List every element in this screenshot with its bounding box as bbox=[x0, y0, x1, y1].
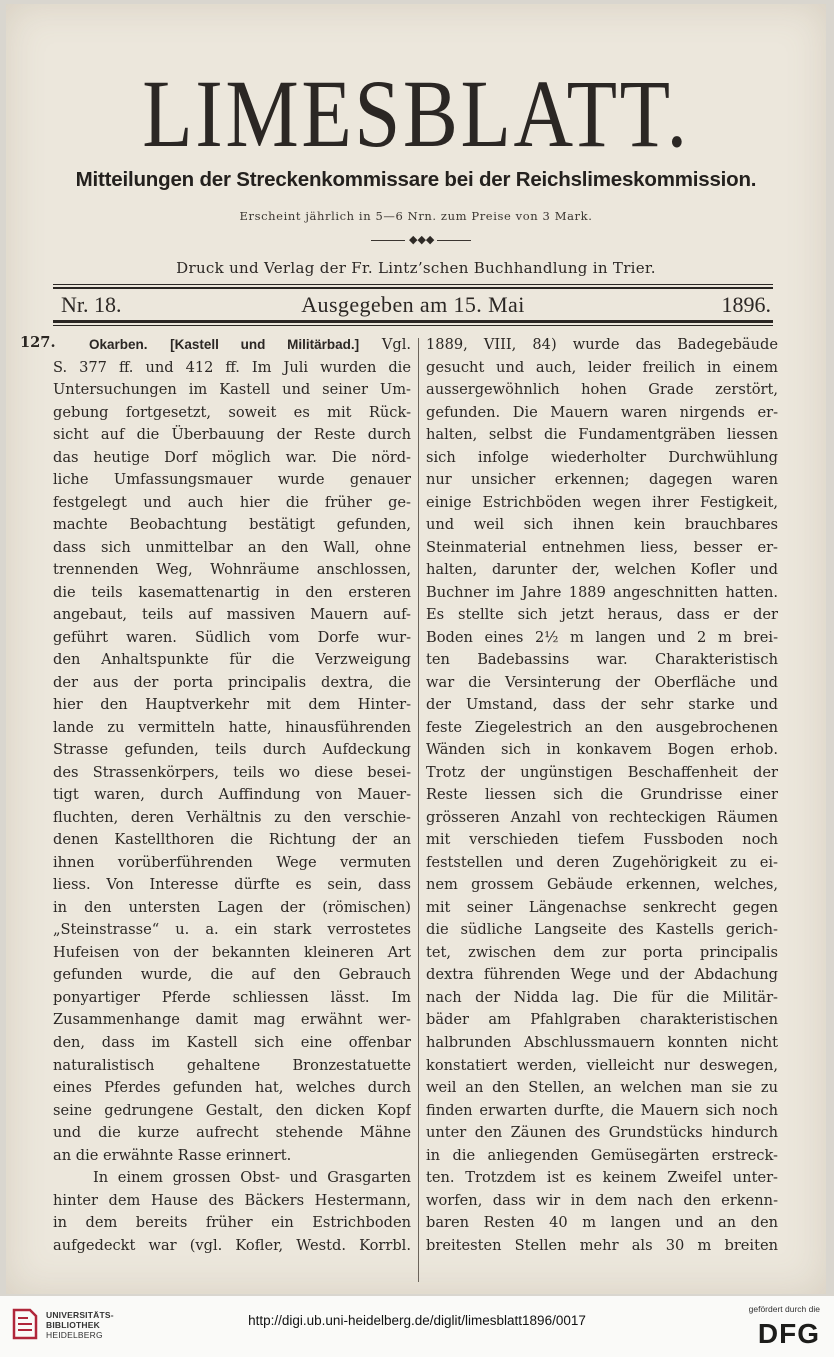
funded-by-note: gefördert durch die bbox=[748, 1304, 820, 1314]
text-line: 1889, VIII, 84) wurde das Badegebäude bbox=[426, 336, 778, 353]
text-line: seine gedrungene Gestalt, den dicken Kopf bbox=[53, 1101, 411, 1119]
text-line: gebung fortgesetzt, soweit es mit Rück- bbox=[53, 403, 411, 421]
text-line: der aus der porta principalis dextra, die bbox=[53, 673, 411, 691]
text-line: und die kurze aufrecht stehende Mähne bbox=[53, 1124, 411, 1142]
text-line: Reste liessen sich die Grundrisse einer bbox=[426, 786, 778, 804]
issue-year: 1896. bbox=[721, 292, 771, 317]
text-line: den Anhaltspunkte für die Verzweigung bbox=[53, 651, 411, 669]
right-column-text bbox=[426, 334, 778, 1257]
text-line: gefunden wurde, die auf den Gebrauch bbox=[53, 966, 411, 984]
text-line: aussergewöhnlich hohen Grade zerstört, bbox=[426, 381, 778, 399]
text-line: konstatiert werden, vielleicht nur deswegen, bbox=[426, 1056, 778, 1074]
text-line: tigt waren, durch Auffindung von Mauer- bbox=[53, 786, 411, 804]
text-line: Buchner im Jahre 1889 angeschnitten hatten. bbox=[426, 583, 778, 601]
text-line: Es stellte sich jetzt heraus, dass er der bbox=[426, 606, 778, 624]
text-line: grösseren Anzahl von rechteckigen Räumen bbox=[426, 808, 778, 826]
issue-date: Ausgegeben am 15. Mai bbox=[301, 292, 525, 317]
text-line: hier den Hauptverkehr mit dem Hinter- bbox=[53, 696, 411, 714]
text-line: halten, selbst die Fundamentgräben liessen bbox=[426, 426, 778, 444]
text-line: ten. Trotzdem ist es keinem Zweifel unter- bbox=[426, 1169, 778, 1187]
text-line: naturalistisch gehaltene Bronzestatuette bbox=[53, 1056, 411, 1074]
text-line: Steinmaterial entnehmen liess, besser er- bbox=[426, 538, 778, 556]
text-line: in den untersten Lagen der (römischen) bbox=[53, 898, 411, 916]
ornament-divider bbox=[371, 233, 471, 246]
ornament-line-right bbox=[437, 240, 471, 241]
text-line: weil an den Stellen, an welchen man sie zu bbox=[426, 1079, 778, 1097]
text-line: bäder am Pfahlgraben charakteristischen bbox=[426, 1011, 778, 1029]
text-line: nur unsicher erkennen; dagegen waren bbox=[426, 471, 778, 489]
text-line: finden erwarten durfte, die Mauern sich noch bbox=[426, 1101, 778, 1119]
header-rule-top-thin bbox=[53, 284, 773, 285]
source-url-link[interactable]: http://digi.ub.uni-heidelberg.de/diglit/limesblatt1896/0017 bbox=[248, 1313, 586, 1328]
text-line: an die erwähnte Rasse erinnert. bbox=[53, 1146, 292, 1164]
text-line: gefunden. Die Mauern waren nirgends er- bbox=[426, 403, 778, 421]
ornament-diamond-icon: ◆◆◆ bbox=[409, 233, 435, 246]
text-line: halbrunden Abschlussmauern konnten nicht bbox=[426, 1033, 778, 1051]
text-line: sich infolge wiederholter Durchwühlung bbox=[426, 448, 778, 466]
text-line: war die Versinterung der Oberfläche und bbox=[426, 673, 778, 691]
issue-line bbox=[53, 292, 773, 316]
text-line: angebaut, teils auf massiven Mauern auf- bbox=[53, 606, 411, 624]
text-line: „Steinstrasse“ u. a. ein stark verrostetes bbox=[53, 921, 411, 939]
text-line: des Strassenkörpers, teils wo diese besei- bbox=[53, 763, 411, 781]
text-line: sicht auf die Überbauung der Reste durch bbox=[53, 426, 411, 444]
text-line: unter den Zäunen des Grundstücks hindurch bbox=[426, 1124, 778, 1142]
text-line: worfen, dass wir in dem nach den erkenn- bbox=[426, 1191, 778, 1209]
article-subtitle: [Kastell und Militärbad.] bbox=[170, 337, 360, 352]
text-line: baren Resten 40 m langen und an den bbox=[426, 1214, 778, 1232]
text-line: die teils kasemattenartig in den ersteren bbox=[53, 583, 411, 601]
text-line: das heutige Dorf möglich war. Die nörd- bbox=[53, 448, 411, 466]
text-line: ten Badebassins war. Charakteristisch bbox=[426, 651, 778, 669]
text-line: aufgedeckt war (vgl. Kofler, Westd. Korrbl. bbox=[53, 1236, 411, 1254]
text-line: einige Estrichböden wegen ihrer Festigkeit, bbox=[426, 493, 778, 511]
library-line-2: BIBLIOTHEK bbox=[46, 1320, 100, 1330]
text-line: liess. Von Interesse dürfte es sein, dass bbox=[53, 876, 411, 894]
text-line: die südliche Langseite des Kastells gerich- bbox=[426, 921, 778, 939]
text-line: gesucht und auch, leider freilich in einem bbox=[426, 358, 778, 376]
header-rule-top-thick bbox=[53, 287, 773, 289]
left-column-text bbox=[53, 357, 411, 1258]
text-line: ponyartiger Pferde schliessen lässt. Im bbox=[53, 988, 411, 1006]
text-line: Zusammenhange damit mag erwähnt wer- bbox=[53, 1011, 411, 1029]
publication-frequency-note: Erscheint jährlich in 5—6 Nrn. zum Preise von 3 Mark. bbox=[239, 209, 593, 223]
text-line: festgelegt und auch hier die früher ge- bbox=[53, 493, 411, 511]
text-line: in die anliegenden Gemüsegärten erstreck- bbox=[426, 1146, 778, 1164]
dfg-logo: DFG bbox=[757, 1318, 820, 1349]
text-line: Wänden sich in konkavem Bogen erhob. bbox=[426, 741, 778, 759]
text-line: feststellen und deren Zugehörigkeit zu ei- bbox=[426, 853, 778, 871]
scanned-page bbox=[6, 4, 826, 1294]
text-line: nach der Nidda lag. Die für die Militär- bbox=[426, 988, 778, 1006]
ornament-line-left bbox=[371, 240, 405, 241]
text-line: Trotz der ungünstigen Beschaffenheit der bbox=[426, 763, 778, 781]
text-line: lande zu vermitteln hatte, hinausführenden bbox=[53, 718, 411, 736]
library-line-1: UNIVERSITÄTS- bbox=[46, 1310, 114, 1320]
footer-bar bbox=[0, 1296, 834, 1357]
masthead-title: LIMESBLATT. bbox=[142, 60, 690, 167]
text-line: breitesten Stellen mehr als 30 m breiten bbox=[426, 1236, 778, 1254]
text-line: ihnen vorüberführenden Wege vermuten bbox=[53, 853, 411, 871]
column-left bbox=[53, 334, 411, 1257]
column-right bbox=[426, 334, 778, 1257]
article-title: Okarben. bbox=[89, 337, 148, 352]
text-line: feste Ziegelestrich an den ausgebrochenen bbox=[426, 718, 778, 736]
article-heading-line bbox=[53, 334, 411, 357]
article-number: 127. bbox=[20, 334, 56, 351]
text-line: Boden eines 2½ m langen und 2 m brei- bbox=[426, 628, 778, 646]
article-heading-tail: Vgl. bbox=[381, 336, 411, 353]
text-line: mit seiner Längenachse senkrecht gegen bbox=[426, 898, 778, 916]
text-line: nem grossem Gebäude erkennen, welches, bbox=[426, 876, 778, 894]
column-separator bbox=[418, 338, 419, 1282]
library-line-3: HEIDELBERG bbox=[46, 1330, 103, 1340]
publisher-line: Druck und Verlag der Fr. Lintz’schen Buchhandlung in Trier. bbox=[176, 259, 656, 277]
text-line: mit verschieden tiefem Fussboden noch bbox=[426, 831, 778, 849]
text-line: in dem bereits früher ein Estrichboden bbox=[53, 1214, 411, 1232]
text-line: trennenden Weg, Wohnräume anschlossen, bbox=[53, 561, 411, 579]
text-line: Strasse gefunden, teils durch Aufdeckung bbox=[53, 741, 411, 759]
header-rule-bottom-thin bbox=[53, 325, 773, 326]
text-line: denen Kastellthoren die Richtung der an bbox=[53, 831, 411, 849]
text-line: tet, zwischen dem zur porta principalis bbox=[426, 943, 778, 961]
text-line: machte Beobachtung bestätigt gefunden, bbox=[53, 516, 411, 534]
masthead-subtitle: Mitteilungen der Streckenkommissare bei der Reichslimeskommission. bbox=[75, 168, 757, 191]
text-line: S. 377 ff. und 412 ff. Im Juli wurden die bbox=[53, 358, 411, 376]
text-line: hinter dem Hause des Bäckers Hestermann, bbox=[53, 1191, 411, 1209]
text-line: Hufeisen von der bekannten kleineren Art bbox=[53, 943, 411, 961]
text-line: und weil sich ihnen kein brauchbares bbox=[426, 516, 778, 534]
header-rule-bottom-thick bbox=[53, 320, 773, 323]
text-line: In einem grossen Obst- und Grasgarten bbox=[93, 1169, 411, 1187]
text-line: geführt waren. Südlich vom Dorfe wur- bbox=[53, 628, 411, 646]
text-line: der Umstand, dass der sehr starke und bbox=[426, 696, 778, 714]
issue-number: Nr. 18. bbox=[61, 292, 122, 317]
text-line: halten, darunter der, welchen Kofler und bbox=[426, 561, 778, 579]
text-line: den, dass im Kastell sich eine offenbar bbox=[53, 1033, 411, 1051]
text-line: liche Umfassungsmauer wurde genauer bbox=[53, 471, 411, 489]
text-line: eines Pferdes gefunden hat, welches durch bbox=[53, 1079, 411, 1097]
text-line: Untersuchungen im Kastell und seiner Um- bbox=[53, 381, 411, 399]
text-line: dass sich unmittelbar an den Wall, ohne bbox=[53, 538, 411, 556]
text-line: dextra führenden Wege und der Abdachung bbox=[426, 966, 778, 984]
text-line: fluchten, deren Verhältnis zu den verschie- bbox=[53, 808, 411, 826]
